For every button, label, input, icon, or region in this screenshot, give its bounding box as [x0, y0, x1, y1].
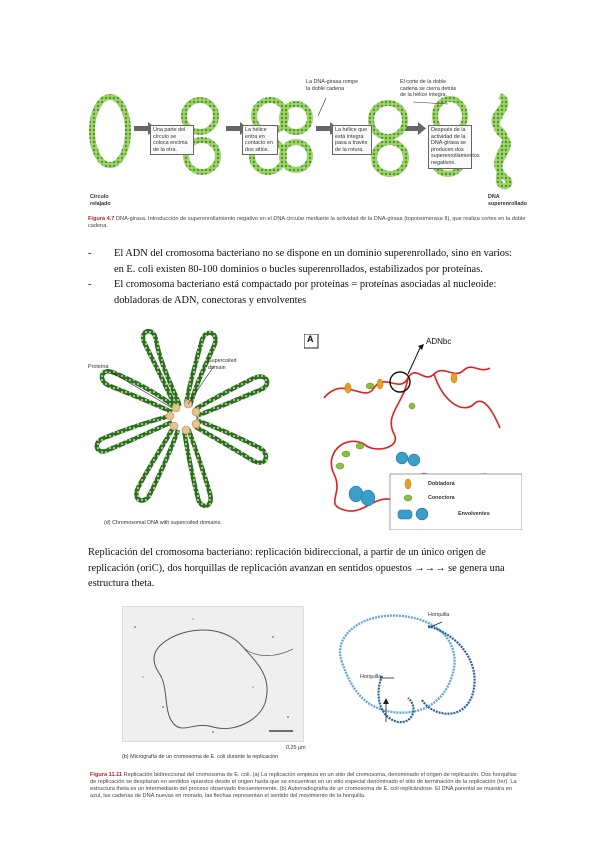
supercoiled-dna [494, 96, 509, 186]
replication-paragraph: Replicación del cromosoma bacteriano: replicación bidireccional, a partir de un único origen de replicación (oriC), dos horquillas de replicación avanzan en sentidos opuestos →→→ se genera una estructura theta. [88, 547, 505, 589]
nap-panel-label: A [307, 334, 314, 344]
micrograph-noise [134, 618, 289, 733]
label-domain: Supercoiled domain [208, 358, 237, 371]
scale-label: 0,25 μm [286, 745, 306, 751]
legend-dobladora: Dobladora [428, 481, 455, 487]
domains-caption: (d) Chromosomal DNA with supercoiled domains. [104, 520, 222, 526]
micrograph-svg [123, 607, 303, 741]
figure-11-11-caption-text: Replicación bidireccional del cromosoma de E. coli. (a) La replicación empieza en un sitio del cromosoma, denominado el origen de replicación. Dos horquillas de replicación se desplazan en sentidos opuestos desde el origen hasta que se encuentran en un sitio especial denominado el sitio de terminación de la replicación (ter). La estructura theta es un intermediario del proceso observado frecuentemente. (b) Autorradiografía de un cromosoma de E. coli replicándose. El DNA parental se muestra en azul, las cadenas de DNA nuevas en morado, las flechas representan el sentido del movimiento de la horquilla. [90, 772, 517, 799]
fork-label-1: Horquilla [428, 612, 450, 618]
legend-envolventes: Envolventes [458, 511, 490, 517]
figure-11-11-title: Figura 11.11 [90, 772, 123, 778]
figure-11-11-caption [90, 772, 522, 800]
figure-nap [304, 334, 522, 530]
bullet-list [88, 246, 518, 308]
micrograph [122, 606, 304, 742]
relaxed-circle [92, 97, 128, 165]
label-gyrase-breaks: La DNA-girasa rompe la doble cadena [306, 79, 359, 92]
label-step3: La hélice que está íntegra pasa a través de la rotura. [332, 125, 372, 155]
figure-4-7-title: Figura 4.7 [88, 216, 115, 222]
legend-conectora: Conectora [428, 495, 455, 501]
figure-eight-4 [371, 103, 406, 174]
figure-supercoiled-domains [84, 322, 284, 542]
bullet-text: El cromosoma bacteriano está compactado por proteínas = proteínas asociadas al nucleoide: dobladoras de ADN, conectoras y envolventes [114, 279, 497, 306]
label-relaxed: Círculo relajado [90, 194, 111, 207]
bullet-item: - El cromosoma bacteriano está compactado por proteínas = proteínas asociadas al nucleoide: dobladoras de ADN, conectoras y envolventes [88, 279, 497, 306]
bullet-item: - El ADN del cromosoma bacteriano no se dispone en un dominio superenrollado, sino en varios: en E. coli existen 80-100 dominios o bucles superenrollados, estabilizados por proteínas. [88, 248, 512, 275]
label-step4: Después de la actividad de la DNA-girasa se producen dos superenrollamientos negativos. [428, 125, 472, 169]
figure-4-7-caption [88, 216, 528, 230]
label-protein: Proteína [88, 364, 109, 370]
figure-4-7 [88, 76, 528, 236]
label-supercoiled: DNA superenrollado [488, 194, 527, 207]
bullet-text: El ADN del cromosoma bacteriano no se dispone en un dominio superenrollado, sino en varios: en E. coli existen 80-100 dominios o bucles superenrollados, estabilizados por proteínas. [114, 248, 512, 275]
micrograph-dna [154, 630, 267, 729]
nap-adn-label: ADNbc [426, 337, 452, 346]
new-dna [422, 626, 475, 714]
figure-4-7-caption-text: DNA-girasa. Introducción de superenrollamiento negativo en el DNA circular mediante la actividad de la DNA-girasa (topoisomerasa II), que realiza cortes en la doble cadena. [88, 216, 526, 229]
nap-diagram [304, 334, 522, 530]
label-step2: La hélice entra en contacto en dos sitios. [242, 125, 278, 155]
figure-11-11 [86, 602, 526, 822]
fork-label-2: Horquilla [360, 674, 382, 680]
label-cut-repaired: El corte de la doble cadena se cierra detrás de la hélice íntegra. [400, 79, 457, 99]
theta-diagram [322, 606, 492, 740]
micrograph-caption: (b) Micrografía de un cromosoma de E. coli durante la replicación [122, 754, 279, 760]
label-step1: Una parte del círculo se coloca encima de la otra. [150, 125, 194, 155]
domains-diagram [84, 322, 284, 518]
